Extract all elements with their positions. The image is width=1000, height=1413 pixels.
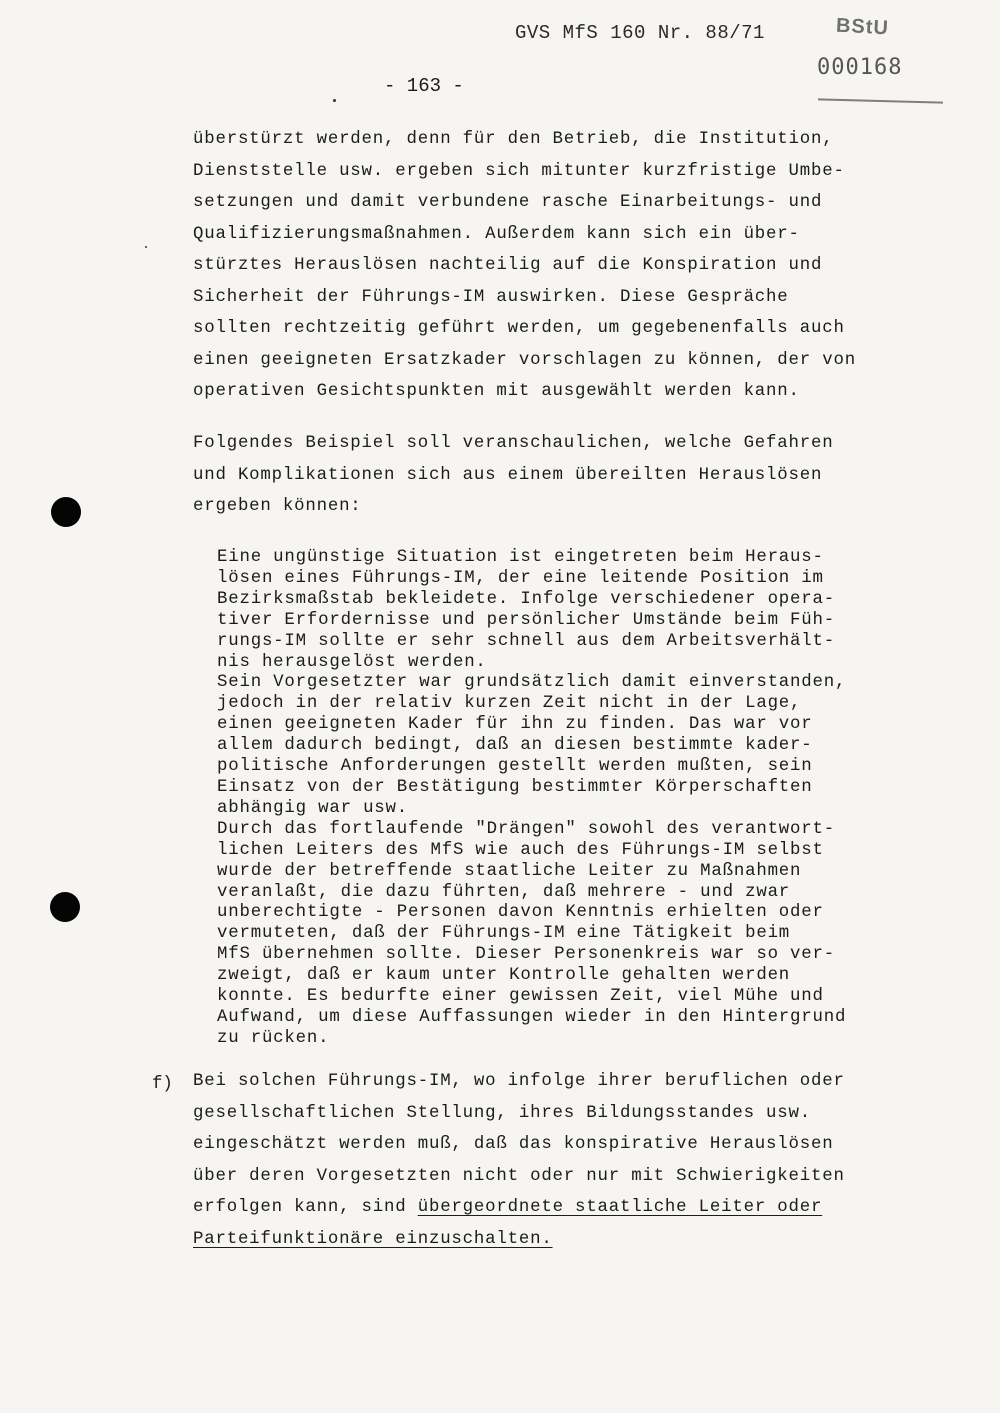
example-line: einen geeigneten Kader für ihn zu finden. Das war vor [217,715,813,735]
text-line: gesellschaftlichen Stellung, ihres Bildungsstandes usw. [193,1103,811,1123]
paragraph-example-intro [193,428,963,523]
stamp-underline [818,98,943,103]
text-line: eingeschätzt werden muß, daß das konspirative Herauslösen [193,1135,834,1154]
punch-hole-bottom [50,892,80,922]
example-line: jedoch in der relativ kurzen Zeit nicht in der Lage, [217,694,802,714]
example-line: Durch das fortlaufende "Drängen" sowohl des verantwort- [217,819,835,839]
text-line: über deren Vorgesetzten nicht oder nur mit Schwierigkeiten [193,1166,845,1186]
text-line: Bei solchen Führungs-IM, wo infolge ihrer beruflichen oder [193,1072,845,1091]
punch-hole-top [51,497,81,527]
ink-speck [333,99,336,102]
example-line: Eine ungünstige Situation ist eingetreten beim Heraus- [217,548,824,567]
example-line: Sein Vorgesetzter war grundsätzlich damit einverstanden, [217,673,847,693]
example-line: tiver Erfordernisse und persönlicher Umstände beim Füh- [217,610,835,630]
underlined-text: übergeordnete staatliche Leiter oder [417,1198,823,1217]
text-line: einen geeigneten Ersatzkader vorschlagen zu können, der von [193,350,856,370]
example-line: allem dadurch bedingt, daß an diesen bestimmte kader- [217,736,813,756]
paragraph-item-f [193,1066,963,1255]
text-line: sollten rechtzeitig geführt werden, um gegebenenfalls auch [193,319,845,338]
example-line: rungs-IM sollte er sehr schnell aus dem Arbeitsverhält- [217,631,835,651]
text-line: stürztes Herauslösen nachteilig auf die Konspiration und [193,256,823,275]
text-line [193,1192,963,1224]
text-line: setzungen und damit verbundene rasche Einarbeitungs- und [193,193,823,212]
example-line: lösen eines Führungs-IM, der eine leitende Position im [217,568,824,588]
text-line: und Komplikationen sich aus einem übereilten Herauslösen [193,465,823,485]
example-line: lichen Leiters des MfS wie auch des Führungs-IM selbst [217,840,824,860]
text-line [193,1224,963,1256]
example-line: veranlaßt, die dazu führten, daß mehrere - und zwar [217,882,791,902]
text-line: überstürzt werden, denn für den Betrieb, die Institution, [193,130,834,149]
text-line: ergeben können: [193,497,362,516]
example-line: Bezirksmaßstab bekleidete. Infolge verschiedener opera- [217,589,835,609]
page-number: - 163 - [384,75,464,97]
text-line: operativen Gesichtspunkten mit ausgewählt werden kann. [193,382,800,401]
ink-speck [145,246,147,248]
example-line: Einsatz von der Bestätigung bestimmter Körperschaften [217,777,813,797]
text-segment: erfolgen kann, sind [193,1198,418,1217]
example-line: MfS übernehmen sollte. Dieser Personenkreis war so ver- [217,945,835,965]
example-line: unberechtigte - Personen davon Kenntnis erhielten oder [217,903,824,923]
example-line: Aufwand, um diese Auffassungen wieder in den Hintergrund [217,1007,847,1027]
example-line: zu rücken. [217,1028,330,1048]
paragraph-continuation [193,124,963,408]
example-line: vermuteten, daß der Führungs-IM eine Tätigkeit beim [217,924,791,944]
example-block [217,548,957,1050]
example-line: nis herausgelöst werden. [217,652,487,672]
example-line: politische Anforderungen gestellt werden mußten, sein [217,757,813,777]
example-line: konnte. Es bedurfte einer gewissen Zeit, viel Mühe und [217,987,824,1007]
archive-stamp: BStU [835,14,890,40]
example-line: wurde der betreffende staatliche Leiter zu Maßnahmen [217,861,802,881]
list-marker-f: f) [152,1075,173,1094]
underlined-text: Parteifunktionäre einzuschalten. [193,1229,553,1249]
text-line: Folgendes Beispiel soll veranschaulichen, welche Gefahren [193,434,834,453]
archive-number: 000168 [817,55,903,80]
example-line: zweigt, daß er kaum unter Kontrolle gehalten werden [217,966,791,986]
text-line: Qualifizierungsmaßnahmen. Außerdem kann sich ein über- [193,224,800,244]
example-line: abhängig war usw. [217,798,409,818]
text-line: Dienststelle usw. ergeben sich mitunter kurzfristige Umbe- [193,161,845,181]
classification-header: GVS MfS 160 Nr. 88/71 [515,22,765,44]
text-line: Sicherheit der Führungs-IM auswirken. Diese Gespräche [193,287,789,307]
